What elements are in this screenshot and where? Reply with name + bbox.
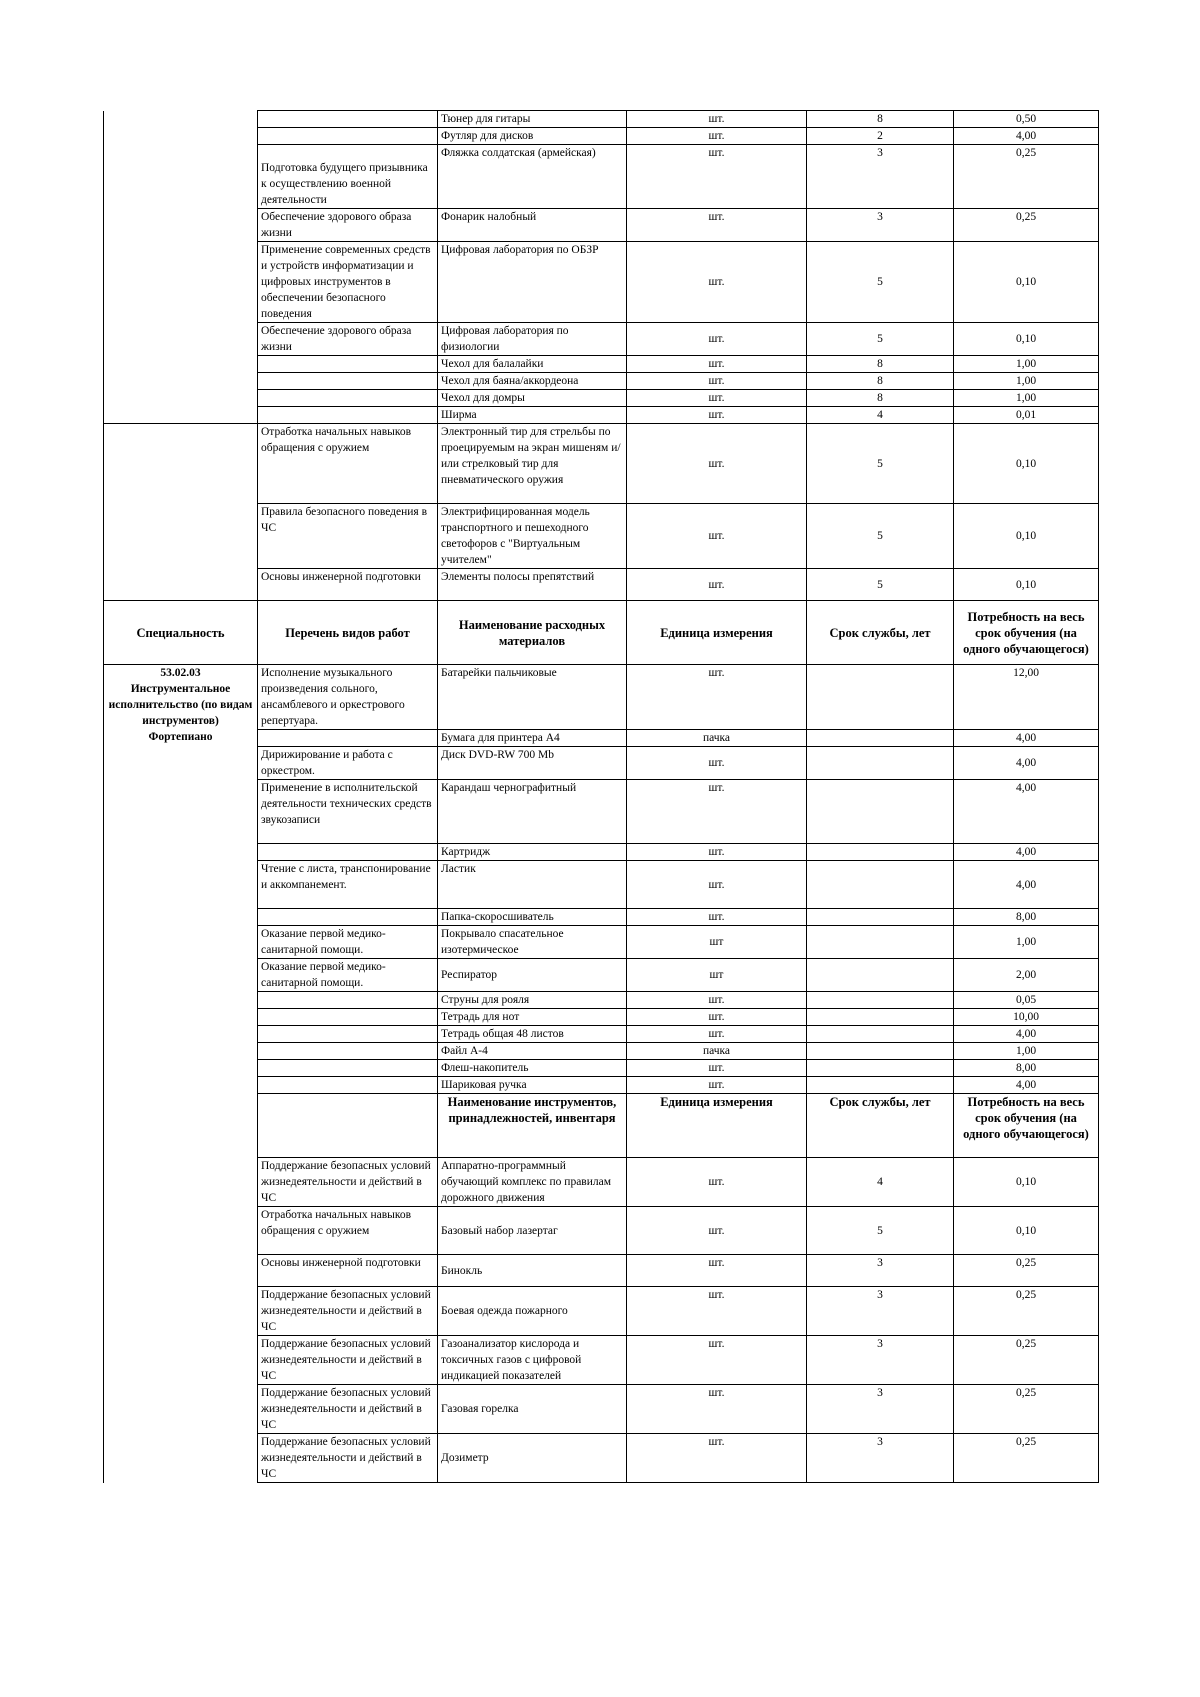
specialty-cell xyxy=(104,569,258,601)
unit-cell: шт xyxy=(627,926,807,959)
service-life-cell: 2 xyxy=(807,128,954,145)
unit-cell: шт. xyxy=(627,1026,807,1043)
work-type-cell xyxy=(258,407,438,424)
item-name-cell: Фляжка солдатская (армейская) xyxy=(438,145,627,209)
table-row xyxy=(104,504,1099,569)
item-name-cell: Карандаш чернографитный xyxy=(438,780,627,844)
work-type-cell: Поддержание безопасных условий жизнедеятельности и действий в ЧС xyxy=(258,1385,438,1434)
service-life-cell xyxy=(807,926,954,959)
work-type-cell xyxy=(258,1060,438,1077)
need-cell: 1,00 xyxy=(954,1043,1099,1060)
work-type-cell xyxy=(258,373,438,390)
unit-cell: шт. xyxy=(627,780,807,844)
table-row xyxy=(104,665,1099,730)
item-name-cell: Папка-скоросшиватель xyxy=(438,909,627,926)
work-type-cell xyxy=(258,1026,438,1043)
work-type-cell: Дирижирование и работа с оркестром. xyxy=(258,747,438,780)
unit-cell: шт. xyxy=(627,407,807,424)
service-life-cell xyxy=(807,861,954,909)
need-cell: 0,25 xyxy=(954,1255,1099,1287)
service-life-cell: 4 xyxy=(807,1158,954,1207)
item-name-cell: Электрифицированная модель транспортного и пешеходного светофоров с "Виртуальным учителем" xyxy=(438,504,627,569)
unit-cell: шт. xyxy=(627,145,807,209)
unit-cell: шт. xyxy=(627,747,807,780)
header-need: Потребность на весь срок обучения (на одного обучающегося) xyxy=(954,601,1099,665)
specialty-cell xyxy=(104,424,258,504)
work-type-cell: Отработка начальных навыков обращения с оружием xyxy=(258,424,438,504)
table-row xyxy=(104,111,1099,128)
unit-cell: шт. xyxy=(627,1207,807,1255)
service-life-cell xyxy=(807,959,954,992)
unit-cell: шт. xyxy=(627,1434,807,1483)
item-name-cell: Чехол для баяна/аккордеона xyxy=(438,373,627,390)
item-name-cell: Флеш-накопитель xyxy=(438,1060,627,1077)
item-name-cell: Футляр для дисков xyxy=(438,128,627,145)
service-life-cell: 3 xyxy=(807,1255,954,1287)
item-name-cell: Файл А-4 xyxy=(438,1043,627,1060)
table-row xyxy=(104,356,1099,373)
unit-cell: шт xyxy=(627,959,807,992)
work-type-cell: Обеспечение здорового образа жизни xyxy=(258,209,438,242)
specialty-cell xyxy=(104,209,258,242)
need-cell: 0,10 xyxy=(954,504,1099,569)
header-inventory-name: Наименование инструментов, принадлежностей, инвентаря xyxy=(438,1094,627,1158)
unit-cell: шт. xyxy=(627,209,807,242)
item-name-cell: Батарейки пальчиковые xyxy=(438,665,627,730)
unit-cell: шт. xyxy=(627,111,807,128)
specialty-cell xyxy=(104,111,258,128)
service-life-cell: 3 xyxy=(807,1287,954,1336)
work-type-cell xyxy=(258,844,438,861)
item-name-cell: Боевая одежда пожарного xyxy=(438,1287,627,1336)
unit-cell: шт. xyxy=(627,128,807,145)
unit-cell: шт. xyxy=(627,1158,807,1207)
service-life-cell: 5 xyxy=(807,1207,954,1255)
item-name-cell: Газовая горелка xyxy=(438,1385,627,1434)
specialty-cell xyxy=(104,390,258,407)
table-header-row xyxy=(104,601,1099,665)
need-cell: 4,00 xyxy=(954,128,1099,145)
header-work-types-blank xyxy=(258,1094,438,1158)
item-name-cell: Бинокль xyxy=(438,1255,627,1287)
service-life-cell: 4 xyxy=(807,407,954,424)
work-type-cell: Поддержание безопасных условий жизнедеятельности и действий в ЧС xyxy=(258,1434,438,1483)
need-cell: 4,00 xyxy=(954,730,1099,747)
need-cell: 4,00 xyxy=(954,844,1099,861)
unit-cell: шт. xyxy=(627,844,807,861)
service-life-cell: 5 xyxy=(807,424,954,504)
service-life-cell xyxy=(807,730,954,747)
item-name-cell: Тетрадь общая 48 листов xyxy=(438,1026,627,1043)
service-life-cell xyxy=(807,747,954,780)
unit-cell: шт. xyxy=(627,665,807,730)
need-cell: 0,10 xyxy=(954,1207,1099,1255)
work-type-cell: Применение современных средств и устройств информатизации и цифровых инструментов в обеспечении безопасного поведения xyxy=(258,242,438,323)
unit-cell: пачка xyxy=(627,730,807,747)
item-name-cell: Дозиметр xyxy=(438,1434,627,1483)
service-life-cell: 5 xyxy=(807,504,954,569)
need-cell: 0,10 xyxy=(954,424,1099,504)
item-name-cell: Картридж xyxy=(438,844,627,861)
table-row xyxy=(104,145,1099,209)
work-type-cell xyxy=(258,1077,438,1094)
need-cell: 1,00 xyxy=(954,356,1099,373)
work-type-cell: Исполнение музыкального произведения сольного, ансамблевого и оркестрового репертуара. xyxy=(258,665,438,730)
unit-cell: шт. xyxy=(627,1009,807,1026)
need-cell: 0,10 xyxy=(954,569,1099,601)
unit-cell: шт. xyxy=(627,390,807,407)
need-cell: 12,00 xyxy=(954,665,1099,730)
item-name-cell: Ластик xyxy=(438,861,627,909)
unit-cell: шт. xyxy=(627,1385,807,1434)
service-life-cell xyxy=(807,665,954,730)
work-type-cell xyxy=(258,909,438,926)
need-cell: 4,00 xyxy=(954,1077,1099,1094)
work-type-cell: Основы инженерной подготовки xyxy=(258,1255,438,1287)
header-service-life: Срок службы, лет xyxy=(807,601,954,665)
header-inventory-life: Срок службы, лет xyxy=(807,1094,954,1158)
table-row xyxy=(104,373,1099,390)
specialty-cell xyxy=(104,407,258,424)
table-row xyxy=(104,128,1099,145)
need-cell: 0,25 xyxy=(954,1287,1099,1336)
work-type-cell xyxy=(258,1043,438,1060)
need-cell: 1,00 xyxy=(954,926,1099,959)
unit-cell: шт. xyxy=(627,242,807,323)
header-work-types: Перечень видов работ xyxy=(258,601,438,665)
need-cell: 0,25 xyxy=(954,1385,1099,1434)
header-unit: Единица измерения xyxy=(627,601,807,665)
table-row xyxy=(104,390,1099,407)
unit-cell: шт. xyxy=(627,356,807,373)
service-life-cell: 5 xyxy=(807,323,954,356)
item-name-cell: Покрывало спасательное изотермическое xyxy=(438,926,627,959)
specialty-cell xyxy=(104,242,258,323)
table-row xyxy=(104,209,1099,242)
unit-cell: шт. xyxy=(627,1336,807,1385)
need-cell: 0,01 xyxy=(954,407,1099,424)
service-life-cell xyxy=(807,780,954,844)
unit-cell: шт. xyxy=(627,373,807,390)
need-cell: 4,00 xyxy=(954,1026,1099,1043)
table-row xyxy=(104,242,1099,323)
unit-cell: шт. xyxy=(627,1287,807,1336)
table-row xyxy=(104,323,1099,356)
work-type-cell xyxy=(258,390,438,407)
work-type-cell xyxy=(258,730,438,747)
unit-cell: шт. xyxy=(627,504,807,569)
unit-cell: шт. xyxy=(627,1060,807,1077)
specialty-cell xyxy=(104,128,258,145)
item-name-cell: Цифровая лаборатория по физиологии xyxy=(438,323,627,356)
work-type-cell: Отработка начальных навыков обращения с оружием xyxy=(258,1207,438,1255)
item-name-cell: Аппаратно-программный обучающий комплекс по правилам дорожного движения xyxy=(438,1158,627,1207)
work-type-cell xyxy=(258,111,438,128)
service-life-cell: 3 xyxy=(807,1434,954,1483)
work-type-cell xyxy=(258,128,438,145)
service-life-cell: 3 xyxy=(807,1385,954,1434)
service-life-cell: 8 xyxy=(807,373,954,390)
work-type-cell: Поддержание безопасных условий жизнедеятельности и действий в ЧС xyxy=(258,1336,438,1385)
document-sheet xyxy=(103,110,1098,1483)
unit-cell: шт. xyxy=(627,1077,807,1094)
work-type-cell: Правила безопасного поведения в ЧС xyxy=(258,504,438,569)
item-name-cell: Тюнер для гитары xyxy=(438,111,627,128)
need-cell: 0,25 xyxy=(954,209,1099,242)
need-cell: 8,00 xyxy=(954,1060,1099,1077)
table-row xyxy=(104,407,1099,424)
work-type-cell: Обеспечение здорового образа жизни xyxy=(258,323,438,356)
item-name-cell: Элементы полосы препятствий xyxy=(438,569,627,601)
work-type-cell xyxy=(258,1009,438,1026)
need-cell: 4,00 xyxy=(954,747,1099,780)
item-name-cell: Чехол для балалайки xyxy=(438,356,627,373)
item-name-cell: Диск DVD-RW 700 Mb xyxy=(438,747,627,780)
service-life-cell xyxy=(807,1077,954,1094)
unit-cell: шт. xyxy=(627,909,807,926)
work-type-cell: Применение в исполнительской деятельности технических средств звукозаписи xyxy=(258,780,438,844)
service-life-cell xyxy=(807,1060,954,1077)
header-inventory-need: Потребность на весь срок обучения (на одного обучающегося) xyxy=(954,1094,1099,1158)
service-life-cell xyxy=(807,909,954,926)
header-inventory-unit: Единица измерения xyxy=(627,1094,807,1158)
item-name-cell: Базовый набор лазертаг xyxy=(438,1207,627,1255)
item-name-cell: Шариковая ручка xyxy=(438,1077,627,1094)
item-name-cell: Ширма xyxy=(438,407,627,424)
service-life-cell: 8 xyxy=(807,356,954,373)
header-specialty: Специальность xyxy=(104,601,258,665)
work-type-cell: Чтение с листа, транспонирование и аккомпанемент. xyxy=(258,861,438,909)
need-cell: 2,00 xyxy=(954,959,1099,992)
work-type-cell: Оказание первой медико-санитарной помощи. xyxy=(258,926,438,959)
work-type-cell xyxy=(258,992,438,1009)
service-life-cell xyxy=(807,1026,954,1043)
specialty-cell xyxy=(104,504,258,569)
table-row xyxy=(104,569,1099,601)
need-cell: 0,50 xyxy=(954,111,1099,128)
specialty-cell xyxy=(104,373,258,390)
work-type-cell: Подготовка будущего призывника к осуществлению военной деятельности xyxy=(258,145,438,209)
unit-cell: шт. xyxy=(627,424,807,504)
specialty-cell xyxy=(104,323,258,356)
item-name-cell: Цифровая лаборатория по ОБЗР xyxy=(438,242,627,323)
work-type-cell: Поддержание безопасных условий жизнедеятельности и действий в ЧС xyxy=(258,1287,438,1336)
service-life-cell xyxy=(807,844,954,861)
need-cell: 0,10 xyxy=(954,323,1099,356)
specialty-cell xyxy=(104,145,258,209)
need-cell: 0,25 xyxy=(954,145,1099,209)
item-name-cell: Тетрадь для нот xyxy=(438,1009,627,1026)
service-life-cell: 8 xyxy=(807,390,954,407)
need-cell: 4,00 xyxy=(954,780,1099,844)
item-name-cell: Респиратор xyxy=(438,959,627,992)
specialty-cell xyxy=(104,356,258,373)
specialty-code: 53.02.03 xyxy=(160,667,201,679)
need-cell: 8,00 xyxy=(954,909,1099,926)
need-cell: 0,10 xyxy=(954,242,1099,323)
specialty-name: Инструментальное исполнительство (по видам инструментов) xyxy=(108,683,253,727)
need-cell: 0,25 xyxy=(954,1336,1099,1385)
need-cell: 1,00 xyxy=(954,390,1099,407)
unit-cell: пачка xyxy=(627,1043,807,1060)
item-name-cell: Электронный тир для стрельбы по проецируемым на экран мишеням и/или стрелковый тир для пневматического оружия xyxy=(438,424,627,504)
item-name-cell: Газоанализатор кислорода и токсичных газов с цифровой индикацией показателей xyxy=(438,1336,627,1385)
item-name-cell: Фонарик налобный xyxy=(438,209,627,242)
item-name-cell: Чехол для домры xyxy=(438,390,627,407)
need-cell: 4,00 xyxy=(954,861,1099,909)
work-type-cell: Оказание первой медико-санитарной помощи. xyxy=(258,959,438,992)
specialty-name-cell xyxy=(104,665,258,1483)
work-type-cell: Поддержание безопасных условий жизнедеятельности и действий в ЧС xyxy=(258,1158,438,1207)
need-cell: 0,10 xyxy=(954,1158,1099,1207)
service-life-cell xyxy=(807,1043,954,1060)
unit-cell: шт. xyxy=(627,861,807,909)
unit-cell: шт. xyxy=(627,569,807,601)
unit-cell: шт. xyxy=(627,323,807,356)
unit-cell: шт. xyxy=(627,1255,807,1287)
service-life-cell: 5 xyxy=(807,242,954,323)
service-life-cell: 5 xyxy=(807,569,954,601)
unit-cell: шт. xyxy=(627,992,807,1009)
materials-table xyxy=(103,110,1099,1483)
service-life-cell: 3 xyxy=(807,1336,954,1385)
need-cell: 1,00 xyxy=(954,373,1099,390)
service-life-cell: 3 xyxy=(807,209,954,242)
work-type-cell: Основы инженерной подготовки xyxy=(258,569,438,601)
service-life-cell xyxy=(807,1009,954,1026)
work-type-cell xyxy=(258,356,438,373)
table-row xyxy=(104,424,1099,504)
service-life-cell: 3 xyxy=(807,145,954,209)
specialty-profile: Фортепиано xyxy=(148,731,213,743)
need-cell: 10,00 xyxy=(954,1009,1099,1026)
header-consumables: Наименование расходных материалов xyxy=(438,601,627,665)
item-name-cell: Бумага для принтера А4 xyxy=(438,730,627,747)
item-name-cell: Струны для рояля xyxy=(438,992,627,1009)
need-cell: 0,25 xyxy=(954,1434,1099,1483)
need-cell: 0,05 xyxy=(954,992,1099,1009)
service-life-cell: 8 xyxy=(807,111,954,128)
service-life-cell xyxy=(807,992,954,1009)
